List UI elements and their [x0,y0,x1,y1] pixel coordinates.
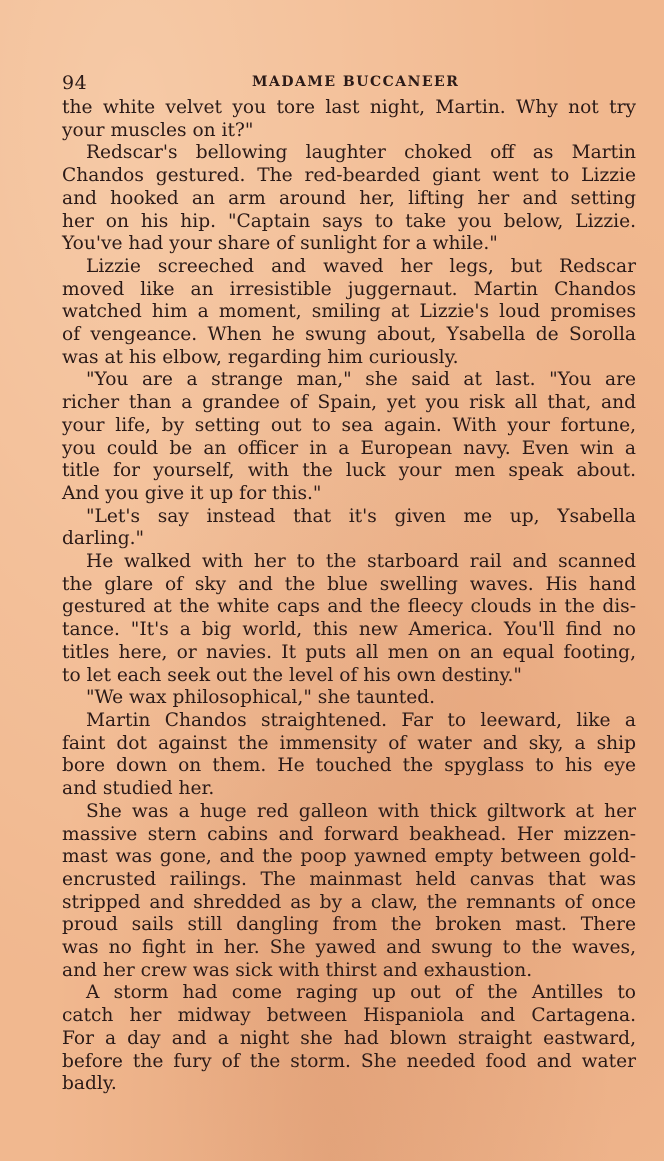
text-line: the white velvet you tore last night, Martin. Why not try [62,97,636,118]
paragraph [62,142,636,256]
text-line: mast was gone, and the poop yawned empty between gold- [62,846,636,868]
text-line: Redscar's bellowing laughter choked off as Martin [86,142,636,164]
paragraph [62,710,636,801]
text-line: massive stern cabins and forward beakhead. Her mizzen- [62,823,636,845]
text-line: For a day and a night she had blown straight eastward, [62,1027,636,1049]
text-line: your life, by setting out to sea again. With your fortune, [62,414,636,436]
text-line: before the fury of the storm. She needed food and water [62,1050,636,1072]
text-line: watched him a moment, smiling at Lizzie's loud promises [62,301,636,323]
text-line: faint dot against the immensity of water and sky, a ship [62,732,636,754]
paragraph [62,97,636,142]
text-line: He walked with her to the starboard rail and scanned [86,551,636,573]
paragraph [62,801,636,983]
text-line: "We wax philosophical," she taunted. [86,687,436,709]
text-line: title for yourself, with the luck your men speak about. [62,460,636,482]
text-line: And you give it up for this." [62,482,322,504]
text-line: your muscles on it?" [62,119,254,141]
text-line: her on his hip. "Captain says to take you below, Lizzie. [62,210,636,232]
text-line: richer than a grandee of Spain, yet you risk all that, and [62,392,636,414]
text-line: you could be an officer in a European navy. Even win a [62,437,636,459]
text-line: She was a huge red galleon with thick giltwork at her [86,800,636,822]
text-line: catch her midway between Hispaniola and Cartagena. [62,1005,636,1027]
paragraph [62,687,636,710]
text-line: stripped and shredded as by a claw, the remnants of once [62,891,636,913]
text-line: and her crew was sick with thirst and exhaustion. [62,959,533,981]
text-line: was at his elbow, regarding him curiously. [62,346,459,368]
text-line: and hooked an arm around her, lifting her and setting [62,187,636,209]
text-line: "You are a strange man," she said at last. "You are [86,369,636,391]
text-line: darling." [62,528,145,550]
page-header [62,72,636,96]
text-line: Chandos gestured. The red-bearded giant went to Lizzie [62,165,636,187]
text-line: "Let's say instead that it's given me up, Ysabella [86,505,636,527]
paragraph [62,369,636,505]
page-number: 94 [62,72,88,94]
text-line: tance. "It's a big world, this new America. You'll find no [62,619,636,641]
text-line: titles here, or navies. It puts all men on an equal footing, [62,641,636,663]
paragraph [62,982,636,1096]
body-text [62,97,636,1096]
text-line: moved like an irresistible juggernaut. Martin Chandos [62,278,636,300]
paragraph [62,506,636,551]
text-line: badly. [62,1073,117,1095]
text-line: and studied her. [62,778,215,800]
text-line: of vengeance. When he swung about, Ysabella de Sorolla [62,324,636,346]
text-line: the glare of sky and the blue swelling waves. His hand [62,573,636,595]
text-line: Lizzie screeched and waved her legs, but Redscar [86,255,636,277]
text-line: gestured at the white caps and the fleecy clouds in the dis- [62,596,636,618]
paragraph [62,551,636,687]
text-line: to let each seek out the level of his own destiny." [62,664,522,686]
text-line: Martin Chandos straightened. Far to leeward, like a [86,709,636,731]
text-line: You've had your share of sunlight for a while." [62,233,498,255]
text-line: was no fight in her. She yawed and swung to the waves, [62,937,636,959]
running-title: MADAME BUCCANEER [252,74,460,90]
paragraph [62,256,636,370]
text-line: encrusted railings. The mainmast held canvas that was [62,868,636,890]
text-line: A storm had come raging up out of the Antilles to [86,982,636,1004]
text-line: proud sails still dangling from the broken mast. There [62,914,636,936]
text-line: bore down on them. He touched the spyglass to his eye [62,755,636,777]
